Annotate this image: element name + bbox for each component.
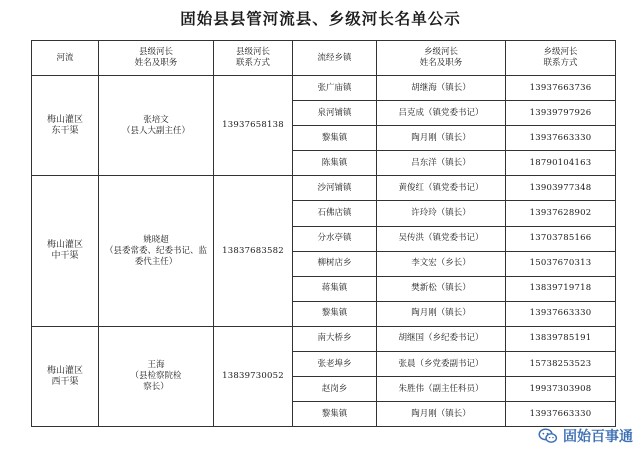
town-phone-cell: 15037670313 [506, 251, 616, 276]
town-chief-cell: 胡继海（镇长） [377, 76, 506, 101]
town-phone-cell: 13903977348 [506, 176, 616, 201]
town-chief-cell: 吕克成（镇党委书记） [377, 101, 506, 126]
town-phone-cell: 13937663330 [506, 402, 616, 427]
header-town-chief: 乡级河长 姓名及职务 [377, 41, 506, 76]
county-phone-cell: 13837683582 [214, 176, 293, 327]
town-cell: 陈集镇 [293, 151, 377, 176]
wechat-icon [538, 428, 558, 444]
town-cell: 赵岗乡 [293, 377, 377, 402]
town-phone-cell: 13839719718 [506, 276, 616, 301]
town-cell: 泉河铺镇 [293, 101, 377, 126]
town-chief-cell: 许玲玲（镇长） [377, 201, 506, 226]
town-chief-cell: 陶月刚（镇长） [377, 402, 506, 427]
town-phone-cell: 13703785166 [506, 226, 616, 251]
river-cell: 梅山灌区 西干渠 [32, 326, 99, 426]
table-row [32, 76, 616, 101]
town-phone-cell: 13937663736 [506, 76, 616, 101]
town-cell: 分水亭镇 [293, 226, 377, 251]
town-cell: 柳树店乡 [293, 251, 377, 276]
river-chief-table [31, 40, 616, 427]
town-chief-cell: 黄俊红（镇党委书记） [377, 176, 506, 201]
town-phone-cell: 13937663330 [506, 301, 616, 326]
town-cell: 沙河铺镇 [293, 176, 377, 201]
town-cell: 黎集镇 [293, 126, 377, 151]
town-chief-cell: 胡继国（乡纪委书记） [377, 326, 506, 351]
header-county-contact: 县级河长 联系方式 [214, 41, 293, 76]
town-phone-cell: 15738253523 [506, 352, 616, 377]
town-chief-cell: 陶月刚（镇长） [377, 301, 506, 326]
page-title: 固始县县管河流县、乡级河长名单公示 [180, 9, 461, 28]
river-cell: 梅山灌区 中干渠 [32, 176, 99, 327]
town-cell: 石佛店镇 [293, 201, 377, 226]
town-phone-cell: 13937663330 [506, 126, 616, 151]
town-cell: 张老埠乡 [293, 352, 377, 377]
town-chief-cell: 樊新松（镇长） [377, 276, 506, 301]
county-phone-cell: 13937658138 [214, 76, 293, 176]
town-chief-cell: 吕东洋（镇长） [377, 151, 506, 176]
town-chief-cell: 吴传洪（镇党委书记） [377, 226, 506, 251]
town-phone-cell: 13937628902 [506, 201, 616, 226]
town-phone-cell: 19937303908 [506, 377, 616, 402]
header-towns: 流经乡镇 [293, 41, 377, 76]
county-chief-cell: 张培文 （县人大副主任） [99, 76, 214, 176]
header-county-chief: 县级河长 姓名及职务 [99, 41, 214, 76]
town-cell: 蒋集镇 [293, 276, 377, 301]
town-cell: 张广庙镇 [293, 76, 377, 101]
table-header-row [32, 41, 616, 76]
town-chief-cell: 朱胜伟（副主任科员） [377, 377, 506, 402]
watermark [538, 426, 633, 446]
header-town-contact: 乡级河长 联系方式 [506, 41, 616, 76]
table-row [32, 326, 616, 351]
town-cell: 黎集镇 [293, 301, 377, 326]
town-cell: 黎集镇 [293, 402, 377, 427]
table-row [32, 176, 616, 201]
town-chief-cell: 张晨（乡党委副书记） [377, 352, 506, 377]
header-river: 河流 [32, 41, 99, 76]
town-cell: 南大桥乡 [293, 326, 377, 351]
town-phone-cell: 13939797926 [506, 101, 616, 126]
town-phone-cell: 13839785191 [506, 326, 616, 351]
river-cell: 梅山灌区 东干渠 [32, 76, 99, 176]
town-phone-cell: 18790104163 [506, 151, 616, 176]
county-chief-cell: 王海 （县检察院检察长） [99, 326, 214, 426]
town-chief-cell: 陶月刚（镇长） [377, 126, 506, 151]
watermark-text: 固始百事通 [563, 429, 633, 445]
town-chief-cell: 李文宏（乡长） [377, 251, 506, 276]
county-chief-cell: 姚晓超 （县委常委、纪委书记、监委代主任） [99, 176, 214, 327]
county-phone-cell: 13839730052 [214, 326, 293, 426]
